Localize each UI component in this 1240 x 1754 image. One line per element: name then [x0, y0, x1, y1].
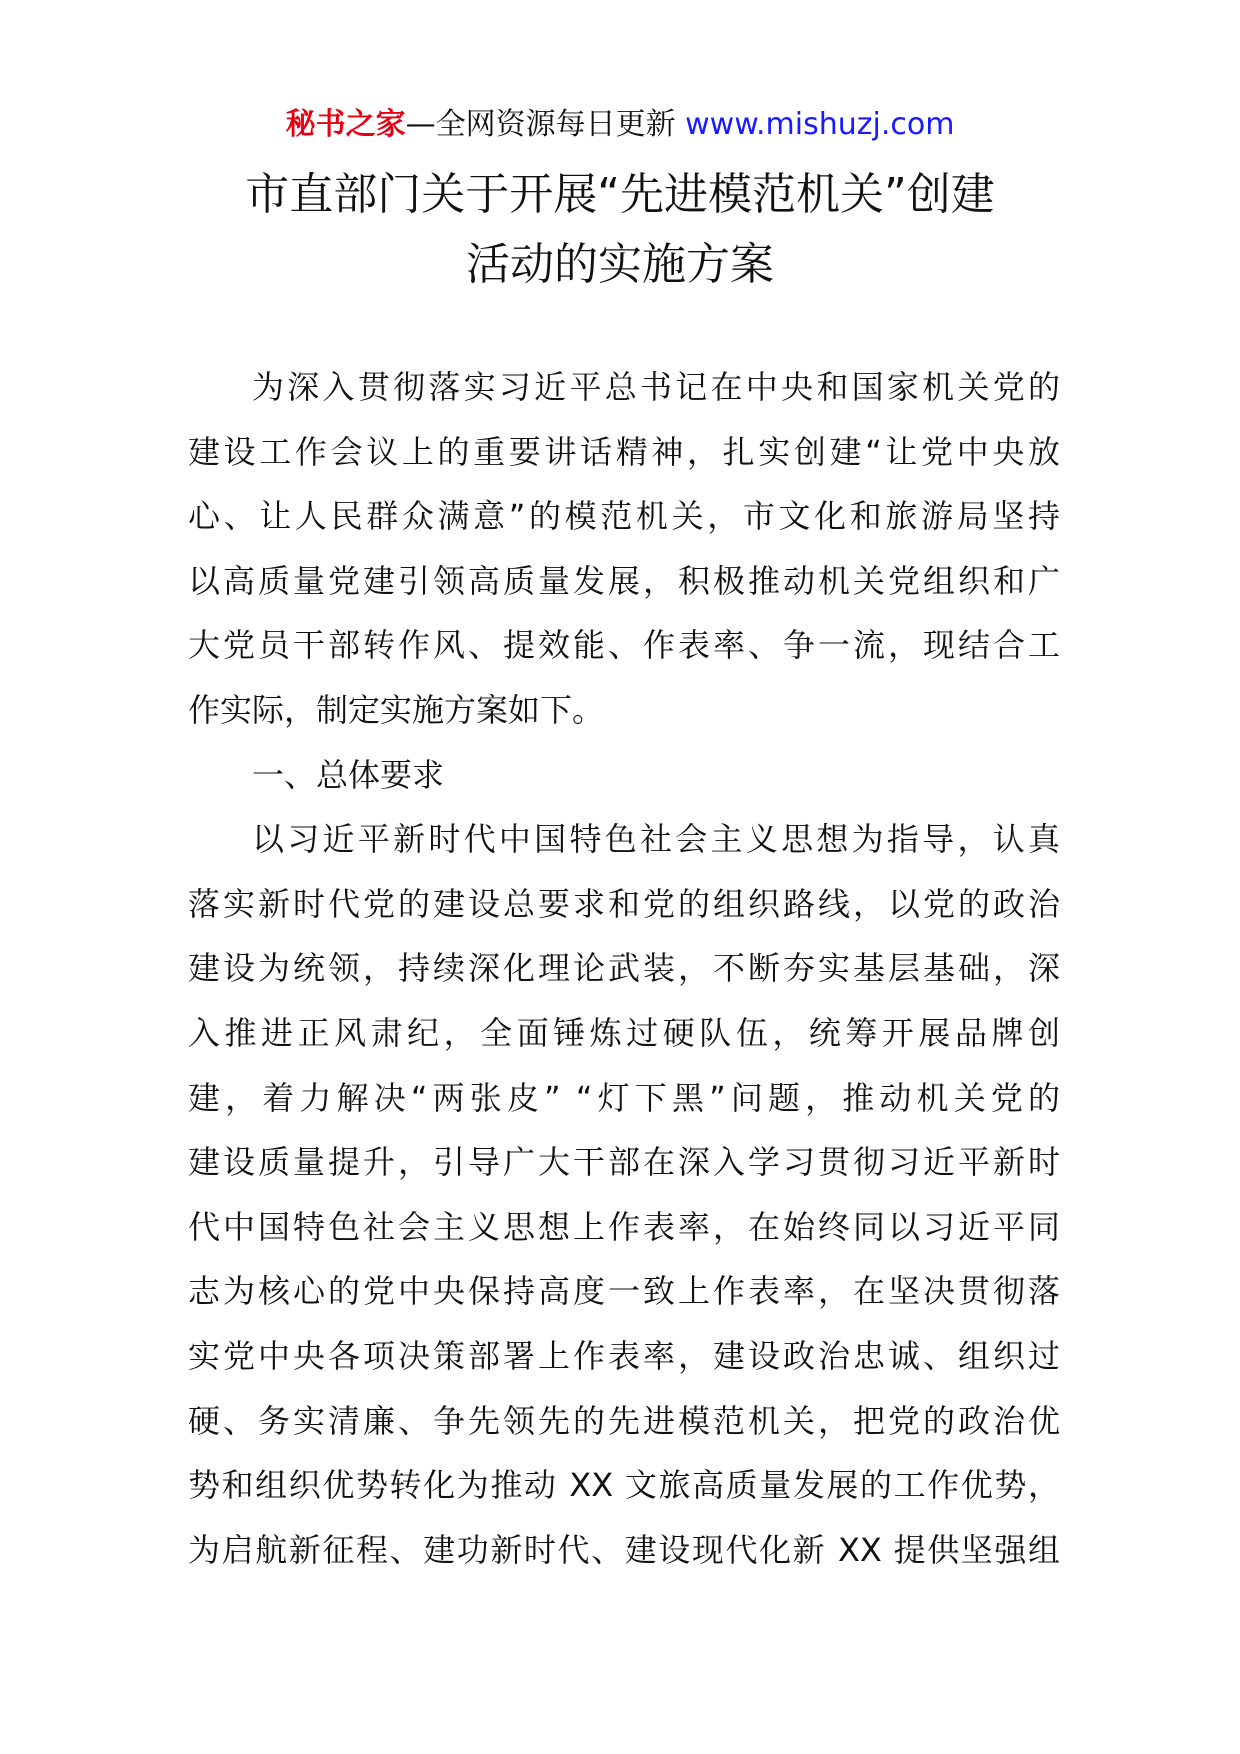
paragraph-line: 为启航新征程、建功新时代、建设现代化新 XX 提供坚强组 [188, 1530, 1060, 1569]
paragraph-line: 代中国特色社会主义思想上作表率，在始终同以习近平同 [188, 1207, 1060, 1246]
section-heading: 一、总体要求 [252, 755, 445, 794]
title-line-2: 活动的实施方案 [466, 239, 774, 290]
paragraph-line: 以高质量党建引领高质量发展，积极推动机关党组织和广 [188, 561, 1060, 600]
paragraph-line: 建设质量提升，引导广大干部在深入学习贯彻习近平新时 [188, 1143, 1060, 1182]
paragraph-line: 落实新时代党的建设总要求和党的组织路线，以党的政治 [188, 884, 1060, 923]
document-body [188, 355, 1060, 1582]
site-url-link[interactable]: www.mishuzj.com [685, 107, 955, 142]
paragraph-line: 大党员干部转作风、提效能、作表率、争一流，现结合工 [188, 626, 1060, 665]
paragraph-line: 硬、务实清廉、争先领先的先进模范机关，把党的政治优 [188, 1401, 1060, 1440]
brand-name: 秘书之家 [285, 107, 406, 142]
paragraph-line: 实党中央各项决策部署上作表率，建设政治忠诚、组织过 [188, 1336, 1060, 1375]
site-header [0, 100, 1240, 150]
title-line-1: 市直部门关于开展“先进模范机关”创建 [245, 169, 995, 220]
paragraph-line: 作实际，制定实施方案如下。 [188, 690, 605, 729]
paragraph-line: 以习近平新时代中国特色社会主义思想为指导，认真 [252, 820, 1060, 859]
paragraph-line: 建设工作会议上的重要讲话精神，扎实创建“让党中央放 [188, 432, 1060, 471]
paragraph-line: 建设为统领，持续深化理论武装，不断夯实基层基础，深 [188, 949, 1060, 988]
paragraph-line: 势和组织优势转化为推动 XX 文旅高质量发展的工作优势， [188, 1466, 1060, 1505]
paragraph-line: 建，着力解决“两张皮” “灯下黑”问题，推动机关党的 [188, 1078, 1060, 1117]
paragraph-line: 为深入贯彻落实习近平总书记在中央和国家机关党的 [252, 368, 1060, 406]
paragraph-line: 心、让人民群众满意”的模范机关，市文化和旅游局坚持 [188, 497, 1060, 536]
paragraph-line: 入推进正风肃纪，全面锤炼过硬队伍，统筹开展品牌创 [188, 1013, 1060, 1052]
paragraph-line: 志为核心的党中央保持高度一致上作表率，在坚决贯彻落 [188, 1272, 1060, 1311]
document-title [150, 160, 1090, 300]
header-tagline: —全网资源每日更新 [405, 107, 686, 142]
